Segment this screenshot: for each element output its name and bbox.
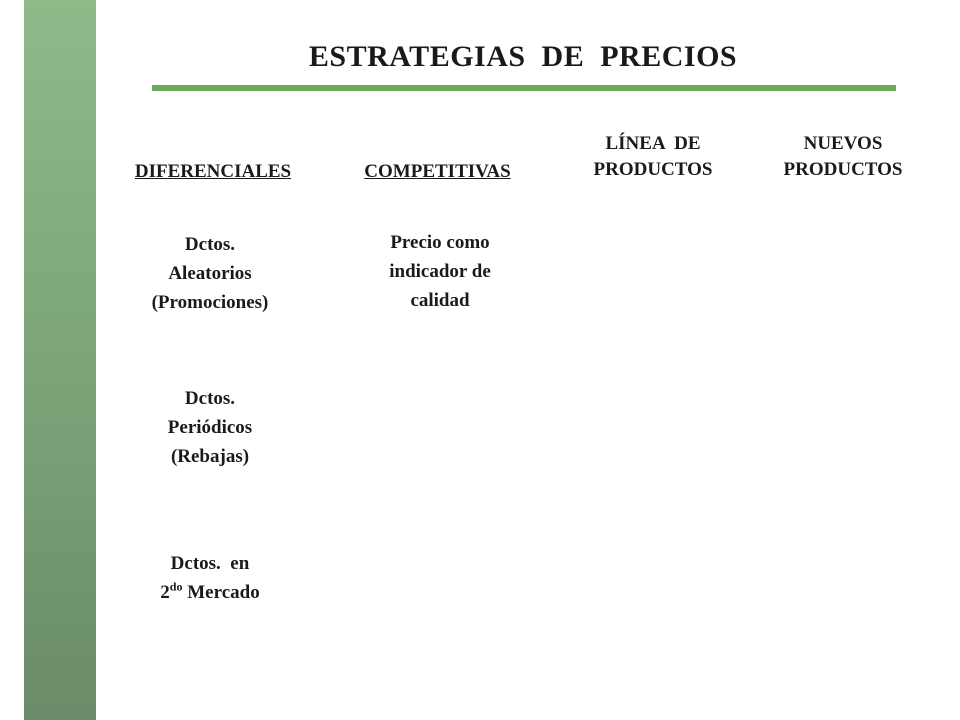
- item-line: indicador de: [389, 261, 491, 282]
- column-header-line: LÍNEA DE: [605, 133, 701, 154]
- column-header-line: PRODUCTOS: [593, 159, 713, 180]
- side-decorative-bar: [24, 0, 96, 720]
- item-line: [110, 578, 310, 607]
- column-header-diferenciales: DIFERENCIALES: [134, 161, 292, 182]
- column-header-line: PRODUCTOS: [783, 159, 903, 180]
- item-text: Mercado: [182, 582, 260, 603]
- item-line: Dctos.: [184, 388, 236, 409]
- item-descuentos-aleatorios: [110, 230, 310, 317]
- column-header-line: NUEVOS: [803, 133, 883, 154]
- item-descuentos-segundo-mercado: [110, 549, 310, 607]
- column-header-competitivas: COMPETITIVAS: [364, 161, 511, 182]
- item-descuentos-periodicos: [110, 384, 310, 471]
- item-line: Periódicos: [167, 417, 253, 438]
- item-text: 2: [160, 582, 170, 603]
- column-header-linea-productos: [568, 131, 738, 183]
- item-line: Dctos. en: [170, 553, 250, 574]
- item-line: calidad: [410, 290, 470, 311]
- item-line: Aleatorios: [168, 263, 252, 284]
- item-line: Precio como: [390, 232, 490, 253]
- title-underline-rule: [152, 85, 896, 91]
- page-title: ESTRATEGIAS DE PRECIOS: [308, 40, 738, 73]
- item-precio-indicador-calidad: [340, 228, 540, 315]
- column-header-nuevos-productos: [758, 131, 928, 183]
- item-line: Dctos.: [184, 234, 236, 255]
- item-line: (Rebajas): [170, 446, 250, 467]
- superscript-text: do: [169, 579, 183, 594]
- item-line: (Promociones): [151, 292, 269, 313]
